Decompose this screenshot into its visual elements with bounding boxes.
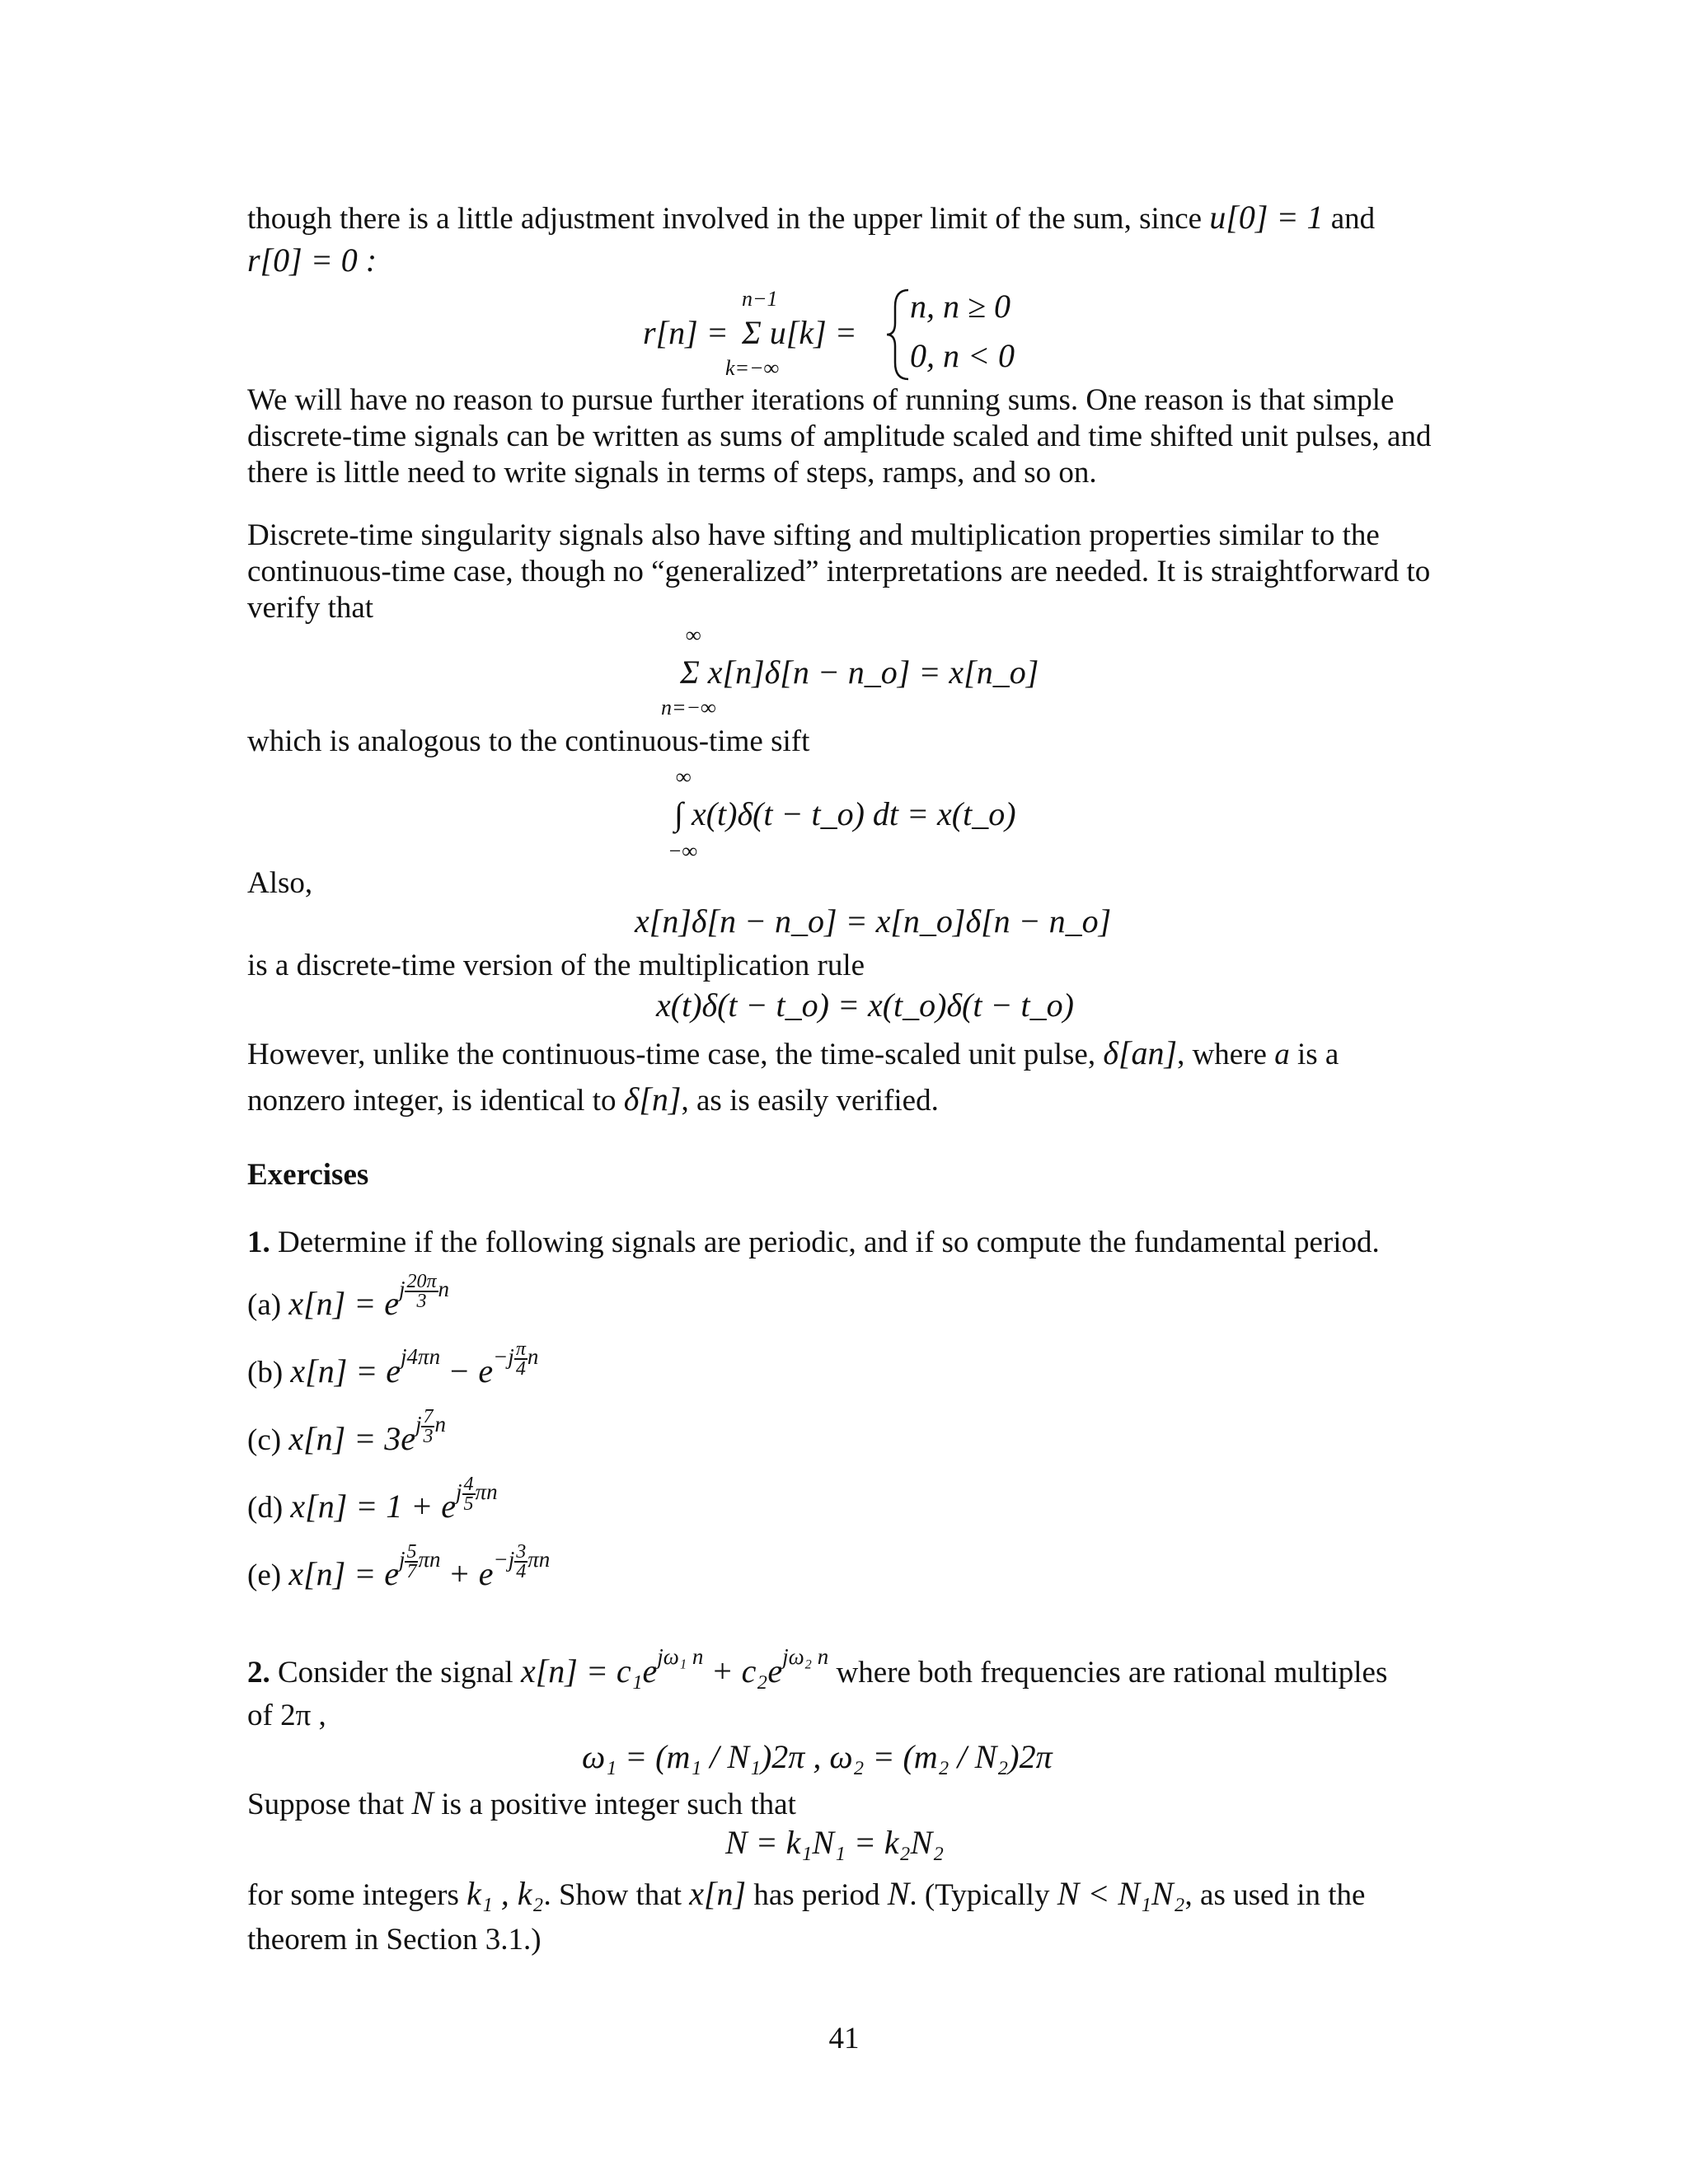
ramp-sum-top: n−1 (742, 287, 778, 311)
exercise-2-signal-2: + c₂e (710, 1652, 783, 1690)
ramp-case-2: 0, n < 0 (910, 337, 1015, 374)
exercise-1d (247, 1473, 1442, 1531)
item-d-lhs: x[n] = 1 + e (290, 1488, 457, 1525)
exercise-2-exp-1: jω₁ n (657, 1644, 704, 1669)
sift-sum: Σ x[n]δ[n − n_o] = x[n_o] (680, 654, 1039, 691)
page-number: 41 (828, 2022, 860, 2055)
analogous-text: which is analogous to the continuous-time sift (247, 724, 810, 758)
exercise-2 (247, 1644, 1442, 1693)
exercise-2-exp-2: jω₂ n (782, 1644, 829, 1669)
omega-equations: ω₁ = (m₁ / N₁)2π , ω₂ = (m₂ / N₂)2π (582, 1738, 1053, 1775)
final-text-c: has period (753, 1878, 880, 1912)
suppose-N: N (411, 1784, 434, 1821)
exercise-1 (247, 1225, 1442, 1261)
exercise-1b (247, 1338, 1442, 1396)
exercise-1c (247, 1405, 1442, 1464)
suppose-text-b: is a positive integer such that (441, 1788, 796, 1821)
r0-math: r[0] = 0 : (247, 241, 377, 279)
item-a-label: (a) (247, 1288, 282, 1322)
mult-rule-text: is a discrete-time version of the multiplication rule (247, 949, 865, 982)
ramp-brace (884, 287, 912, 382)
item-b-exponent-1: j4πn (401, 1344, 441, 1369)
paragraph-running-sums: We will have no reason to pursue further iterations of running sums. One reason is that simple discrete-time signals can be written as sums of amplitude scaled and time shifted unit pulses, and there is little need to write signals in terms of steps, ramps, and so on. (247, 383, 1432, 490)
mult-continuous-eq: x(t)δ(t − t_o) = x(t_o)δ(t − t_o) (656, 987, 1074, 1024)
item-e-exponent-1: j 5 7 πn (398, 1540, 441, 1582)
ramp-sum: Σ u[k] = (742, 314, 857, 351)
item-e-label: (e) (247, 1558, 282, 1592)
intro-math: u[0] = 1 (1209, 199, 1324, 236)
paragraph-sifting: Discrete-time singularity signals also have sifting and multiplication properties similar to the continuous-time case, though no “generalized” interpretations are needed. It is straightforward to verify that (247, 518, 1431, 625)
item-b-minus: − e (448, 1352, 494, 1390)
paragraph-time-scaled (247, 1035, 1442, 1073)
exercise-1e (247, 1540, 1442, 1599)
exercise-2-text-b: where both frequencies are rational multiples (836, 1656, 1388, 1690)
integral-bottom: −∞ (668, 839, 698, 863)
mult-discrete-eq: x[n]δ[n − n_o] = x[n_o]δ[n − n_o] (635, 902, 1112, 940)
final-text-a: for some integers (247, 1878, 459, 1912)
ramp-lhs: r[n] = (643, 314, 729, 351)
exercise-1a (247, 1270, 1442, 1329)
ramp-sum-bottom: k=−∞ (725, 356, 780, 380)
item-c-label: (c) (247, 1423, 282, 1457)
item-e-lhs: x[n] = e (288, 1555, 399, 1592)
para3-text-a: However, unlike the continuous-time case, the time-scaled unit pulse, (247, 1038, 1096, 1071)
final-text-d: . (Typically (909, 1878, 1050, 1912)
exercises-heading: Exercises (247, 1158, 369, 1192)
ramp-case-1: n, n ≥ 0 (910, 288, 1010, 325)
paragraph-time-scaled-2 (247, 1081, 1442, 1119)
intro-text: though there is a little adjustment involved in the upper limit of the sum, since (247, 202, 1203, 236)
intro-line (247, 199, 1442, 237)
item-b-lhs: x[n] = e (290, 1352, 401, 1390)
delta-n-math: δ[n] (623, 1080, 682, 1118)
para3-text-d: nonzero integer, is identical to (247, 1084, 617, 1118)
para3-text-b: , where (1177, 1038, 1267, 1071)
item-b-label: (b) (247, 1356, 284, 1390)
delta-an-math: δ[an] (1103, 1034, 1178, 1071)
final-text-f: theorem in Section 3.1.) (247, 1923, 542, 1957)
suppose-text: Suppose that (247, 1788, 405, 1821)
exercise-2-text-c: of 2π , (247, 1699, 326, 1732)
exercise-1-number: 1. (247, 1226, 270, 1259)
integral-sift: ∫ x(t)δ(t − t_o) dt = x(t_o) (674, 795, 1016, 832)
exercise-2-signal: x[n] = c₁e (520, 1652, 658, 1690)
final-text-e: , as used in the (1184, 1878, 1366, 1912)
item-a-exponent: j 20π 3 n (398, 1270, 450, 1312)
N-equation: N = k₁N₁ = k₂N₂ (725, 1824, 945, 1861)
item-e-plus: + e (448, 1555, 494, 1592)
final-N: N (887, 1875, 910, 1912)
suppose-line (247, 1785, 1442, 1823)
para3-a: a (1274, 1038, 1290, 1071)
para3-text-e: , as is easily verified. (681, 1084, 939, 1118)
item-c-lhs: x[n] = 3e (288, 1420, 415, 1457)
intro-and: and (1330, 202, 1376, 236)
item-b-exponent-2: −j π 4 n (493, 1338, 539, 1380)
final-k: k₁ , k₂ (467, 1875, 544, 1912)
item-c-exponent: j 7 3 n (415, 1405, 446, 1447)
also-text: Also, (247, 866, 313, 900)
item-e-exponent-2: −j 3 4 πn (493, 1540, 551, 1582)
final-text-b: . Show that (543, 1878, 682, 1912)
sift-sum-bottom: n=−∞ (661, 696, 716, 719)
para3-text-c: is a (1296, 1038, 1339, 1071)
final-x: x[n] (689, 1875, 747, 1912)
exercise-1-text: Determine if the following signals are periodic, and if so compute the fundamental period. (278, 1226, 1380, 1259)
final-inequality: N < N₁N₂ (1057, 1875, 1185, 1912)
item-d-exponent: j 4 5 πn (456, 1473, 498, 1515)
integral-top: ∞ (676, 765, 692, 789)
item-a-lhs: x[n] = e (288, 1285, 399, 1322)
exercise-2-number: 2. (247, 1656, 270, 1690)
exercise-2-text-a: Consider the signal (278, 1656, 513, 1690)
item-d-label: (d) (247, 1491, 284, 1525)
sift-sum-top: ∞ (686, 623, 701, 647)
final-line (247, 1876, 1442, 1914)
